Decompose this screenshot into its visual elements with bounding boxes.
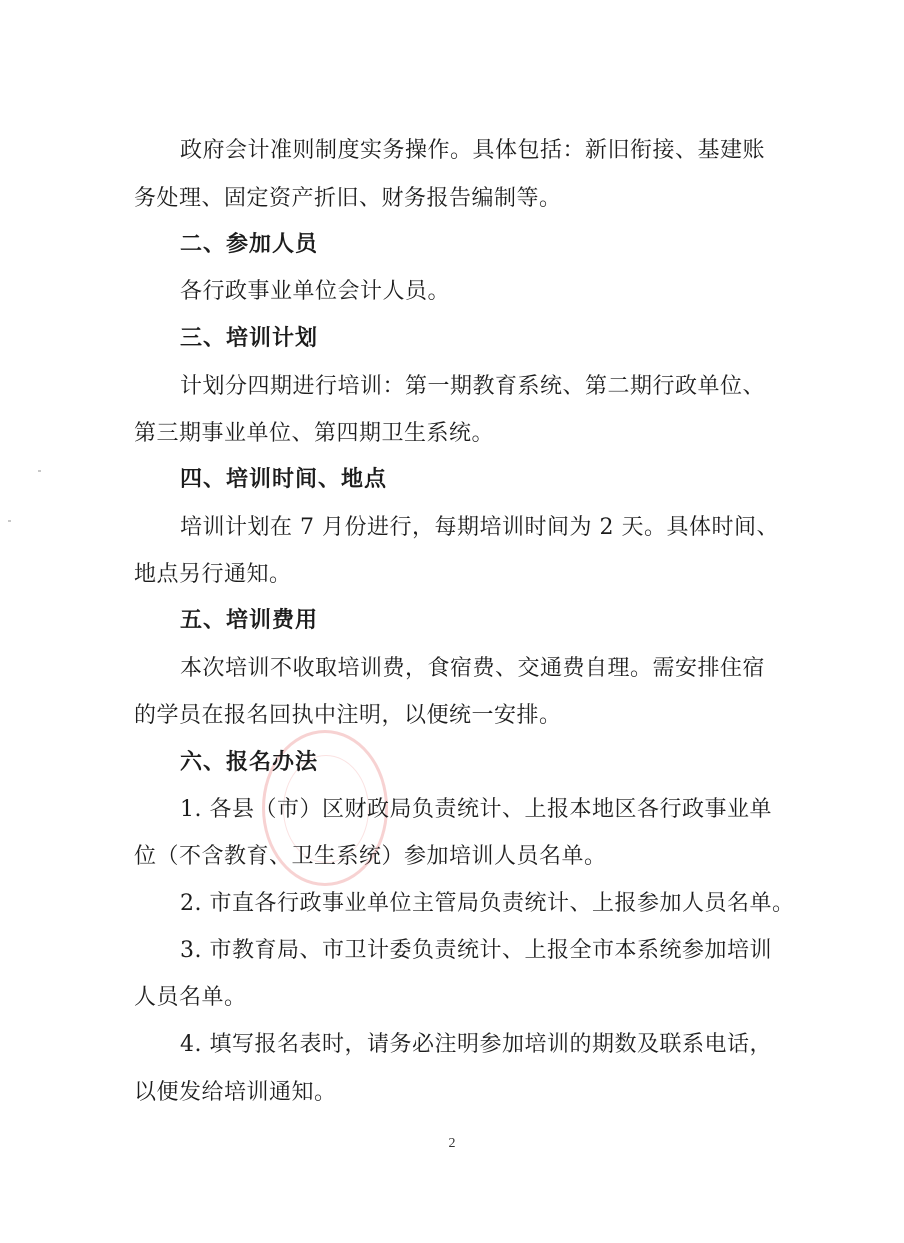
- section-heading: 二、参加人员: [180, 232, 319, 257]
- scan-speck: [38, 470, 41, 472]
- paragraph-line: 1. 各县（市）区财政局负责统计、上报本地区各行政事业单: [180, 797, 772, 822]
- paragraph-line: 各行政事业单位会计人员。: [180, 279, 451, 304]
- section-heading: 三、培训计划: [180, 326, 319, 351]
- paragraph-line: 培训计划在 7 月份进行，每期培训时间为 2 天。具体时间、: [180, 515, 779, 540]
- paragraph-line: 地点另行通知。: [134, 562, 292, 587]
- paragraph-line: 3. 市教育局、市卫计委负责统计、上报全市本系统参加培训: [180, 938, 772, 963]
- paragraph-line: 2. 市直各行政事业单位主管局负责统计、上报参加人员名单。: [180, 891, 795, 916]
- paragraph-line: 政府会计准则制度实务操作。具体包括：新旧衔接、基建账: [180, 138, 766, 163]
- scan-speck: [8, 520, 11, 522]
- section-heading: 五、培训费用: [180, 608, 319, 633]
- paragraph-line: 计划分四期进行培训：第一期教育系统、第二期行政单位、: [180, 374, 766, 399]
- paragraph-line: 人员名单。: [134, 985, 247, 1010]
- paragraph-line: 以便发给培训通知。: [134, 1080, 337, 1105]
- paragraph-line: 位（不含教育、卫生系统）参加培训人员名单。: [134, 844, 607, 869]
- paragraph-line: 第三期事业单位、第四期卫生系统。: [134, 421, 495, 446]
- paragraph-line: 4. 填写报名表时，请务必注明参加培训的期数及联系电话，: [180, 1032, 772, 1057]
- section-heading: 六、报名办法: [180, 750, 319, 775]
- paragraph-line: 务处理、固定资产折旧、财务报告编制等。: [134, 186, 562, 211]
- paragraph-line: 本次培训不收取培训费，食宿费、交通费自理。需安排住宿: [180, 656, 766, 681]
- paragraph-line: 的学员在报名回执中注明，以便统一安排。: [134, 703, 562, 728]
- section-heading: 四、培训时间、地点: [180, 467, 388, 492]
- page-number: 2: [448, 1136, 456, 1151]
